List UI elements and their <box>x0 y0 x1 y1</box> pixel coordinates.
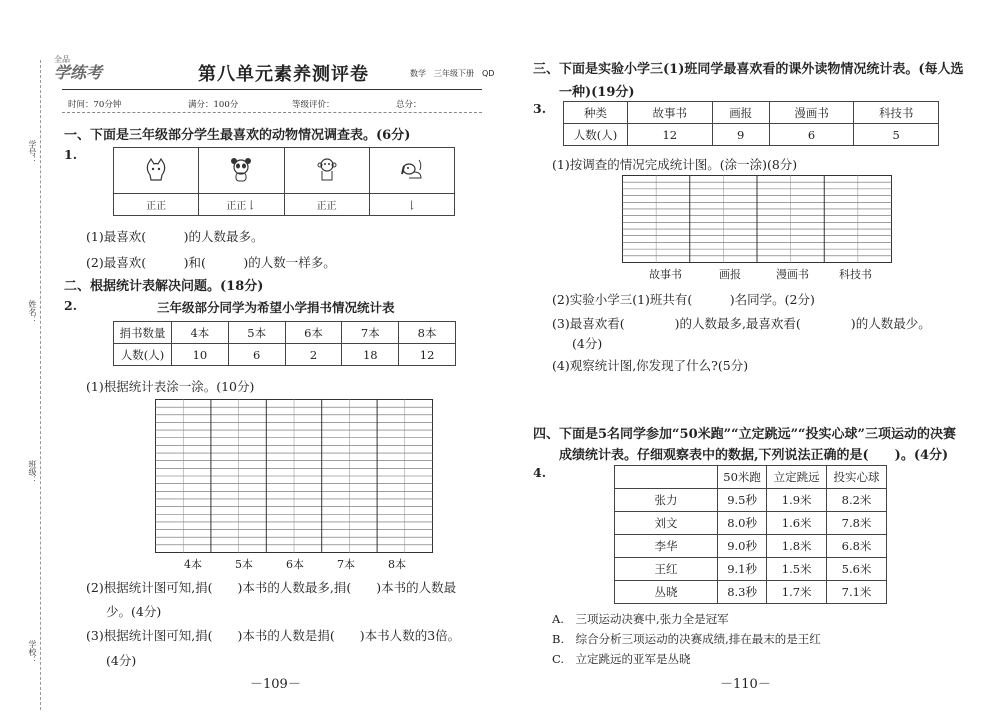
reading-chart-label: 漫画书 <box>776 268 809 281</box>
time-info: 时间：70分钟 <box>68 100 122 110</box>
logo-main-text: 学练考 <box>54 63 103 82</box>
reading-value-cell: 12 <box>628 124 713 146</box>
section4-number: 4. <box>533 465 547 480</box>
sports-cell: 8.0秒 <box>718 512 767 535</box>
sports-cell: 1.8米 <box>767 535 827 558</box>
reading-value-cell: 9 <box>712 124 769 146</box>
section1-number: 1. <box>64 147 78 162</box>
panda-icon <box>228 156 254 182</box>
section4-heading-cont: 成绩统计表。仔细观察表中的数据,下列说法正确的是( )。(4分) <box>559 448 949 463</box>
reading-header-cell: 科技书 <box>854 102 939 124</box>
reading-value-cell: 6 <box>769 124 854 146</box>
margin-label-name: 姓名： <box>28 300 37 324</box>
section2-heading: 二、根据统计表解决问题。(18分) <box>64 279 264 294</box>
book-value-cell: 18 <box>342 344 399 366</box>
reading-table <box>563 101 939 146</box>
section3-heading-cont: 一种)(19分) <box>559 85 635 100</box>
sports-cell: 1.7米 <box>767 581 827 604</box>
section3-question4[interactable]: (4)观察统计图,你发现了什么?(5分) <box>552 358 749 373</box>
animal-cell-cat <box>114 148 199 194</box>
dog-icon <box>399 156 425 182</box>
section2-question3-cont: (4分) <box>106 653 137 668</box>
page-number-right: －110－ <box>720 677 771 692</box>
book-value-cell: 10 <box>172 344 229 366</box>
sports-cell: 1.9米 <box>767 489 827 512</box>
book-chart-label: 7本 <box>337 558 355 571</box>
logo-top-text: 全品 <box>54 55 70 64</box>
reading-blank-chart[interactable] <box>622 175 892 263</box>
animal-cell-panda <box>199 148 284 194</box>
sports-cell: 7.1米 <box>827 581 887 604</box>
tally-cell: 正正 <box>114 194 199 216</box>
section2-number: 2. <box>64 298 78 313</box>
book-header-cell: 6本 <box>285 322 342 344</box>
page-title: 第八单元素养测评卷 <box>198 64 369 85</box>
book-table-title: 三年级部分同学为希望小学捐书情况统计表 <box>157 300 395 315</box>
book-value-cell: 2 <box>285 344 342 366</box>
book-header-cell: 8本 <box>399 322 456 344</box>
sports-cell: 7.8米 <box>827 512 887 535</box>
sports-cell: 5.6米 <box>827 558 887 581</box>
sports-results-table <box>614 465 887 604</box>
sports-cell: 李华 <box>615 535 718 558</box>
reading-value-cell: 人数(人) <box>564 124 628 146</box>
book-header-cell: 5本 <box>228 322 285 344</box>
book-chart-label: 6本 <box>286 558 304 571</box>
book-header-cell: 捐书数量 <box>114 322 172 344</box>
reading-chart-label: 画报 <box>719 268 741 281</box>
book-value-cell: 6 <box>228 344 285 366</box>
section3-question3-cont: (4分) <box>572 336 603 351</box>
book-value-cell: 12 <box>399 344 456 366</box>
margin-label-student-no: 学号： <box>28 140 37 164</box>
option-b[interactable]: B. 综合分析三项运动的决赛成绩,排在最末的是王红 <box>552 632 821 646</box>
sports-cell: 1.5米 <box>767 558 827 581</box>
book-header-cell: 4本 <box>172 322 229 344</box>
section1-question1[interactable]: (1)最喜欢( )的人数最多。 <box>86 229 264 244</box>
total-info: 总分： <box>396 100 422 110</box>
reading-header-cell: 种类 <box>564 102 628 124</box>
sports-cell: 9.1秒 <box>718 558 767 581</box>
sports-header-cell: 投实心球 <box>827 466 887 489</box>
grade-info: 等级评价： <box>292 100 335 110</box>
sports-cell: 丛晓 <box>615 581 718 604</box>
section3-question1: (1)按调查的情况完成统计图。(涂一涂)(8分) <box>552 157 798 172</box>
book-chart-label: 8本 <box>388 558 406 571</box>
header-divider-2 <box>62 112 482 113</box>
tally-cell: 正正𠄌 <box>199 194 284 216</box>
option-c[interactable]: C. 立定跳远的亚军是丛晓 <box>552 652 691 666</box>
section3-heading: 三、下面是实验小学三(1)班同学最喜欢看的课外读物情况统计表。(每人选 <box>533 62 964 77</box>
binding-margin <box>40 60 41 710</box>
sports-cell: 刘文 <box>615 512 718 535</box>
section2-question2[interactable]: (2)根据统计图可知,捐( )本书的人数最多,捐( )本书的人数最 <box>86 580 457 595</box>
sports-cell: 9.0秒 <box>718 535 767 558</box>
book-chart-label: 4本 <box>184 558 202 571</box>
option-a[interactable]: A. 三项运动决赛中,张力全是冠军 <box>552 612 729 626</box>
sports-cell: 8.3秒 <box>718 581 767 604</box>
logo <box>54 55 114 83</box>
margin-label-school: 学校： <box>28 640 37 664</box>
section3-question3[interactable]: (3)最喜欢看( )的人数最多,最喜欢看( )的人数最少。 <box>552 316 931 331</box>
sports-cell: 9.5秒 <box>718 489 767 512</box>
section1-heading: 一、下面是三年级部分学生最喜欢的动物情况调查表。(6分) <box>64 128 411 143</box>
section3-number: 3. <box>533 101 547 116</box>
tally-cell: 正正 <box>284 194 369 216</box>
animal-survey-table <box>113 147 455 216</box>
book-donation-table <box>113 321 456 366</box>
reading-chart-label: 故事书 <box>649 268 682 281</box>
section1-question2[interactable]: (2)最喜欢( )和( )的人数一样多。 <box>86 255 336 270</box>
subject-info: 数学 三年级下册 QD <box>410 69 495 78</box>
tally-cell: 𠄌 <box>369 194 454 216</box>
section3-question2[interactable]: (2)实验小学三(1)班共有( )名同学。(2分) <box>552 292 815 307</box>
sports-header-cell: 立定跳远 <box>767 466 827 489</box>
margin-label-class: 班级： <box>28 460 37 484</box>
section4-heading: 四、下面是5名同学参加“50米跑”“立定跳远”“投实心球”三项运动的决赛 <box>533 427 957 442</box>
reading-value-cell: 5 <box>854 124 939 146</box>
header-divider <box>62 89 482 90</box>
book-blank-chart[interactable] <box>155 399 433 553</box>
book-header-cell: 7本 <box>342 322 399 344</box>
page-number-left: －109－ <box>250 677 301 692</box>
sports-cell: 张力 <box>615 489 718 512</box>
reading-chart-label: 科技书 <box>839 268 872 281</box>
animal-cell-monkey <box>284 148 369 194</box>
full-score-info: 满分：100分 <box>188 100 239 110</box>
sports-cell: 王红 <box>615 558 718 581</box>
animal-cell-dog <box>369 148 454 194</box>
sports-cell: 6.8米 <box>827 535 887 558</box>
sports-cell: 8.2米 <box>827 489 887 512</box>
cat-icon <box>143 156 169 182</box>
section2-question2-cont: 少。(4分) <box>106 604 162 619</box>
reading-header-cell: 故事书 <box>628 102 713 124</box>
book-chart-label: 5本 <box>235 558 253 571</box>
sports-header-cell: 50米跑 <box>718 466 767 489</box>
monkey-icon <box>314 156 340 182</box>
reading-header-cell: 漫画书 <box>769 102 854 124</box>
sports-cell: 1.6米 <box>767 512 827 535</box>
section2-question3[interactable]: (3)根据统计图可知,捐( )本书的人数是捐( )本书人数的3倍。 <box>86 628 461 643</box>
sports-header-cell <box>615 466 718 489</box>
section2-question1: (1)根据统计表涂一涂。(10分) <box>86 379 255 394</box>
reading-header-cell: 画报 <box>712 102 769 124</box>
book-value-cell: 人数(人) <box>114 344 172 366</box>
